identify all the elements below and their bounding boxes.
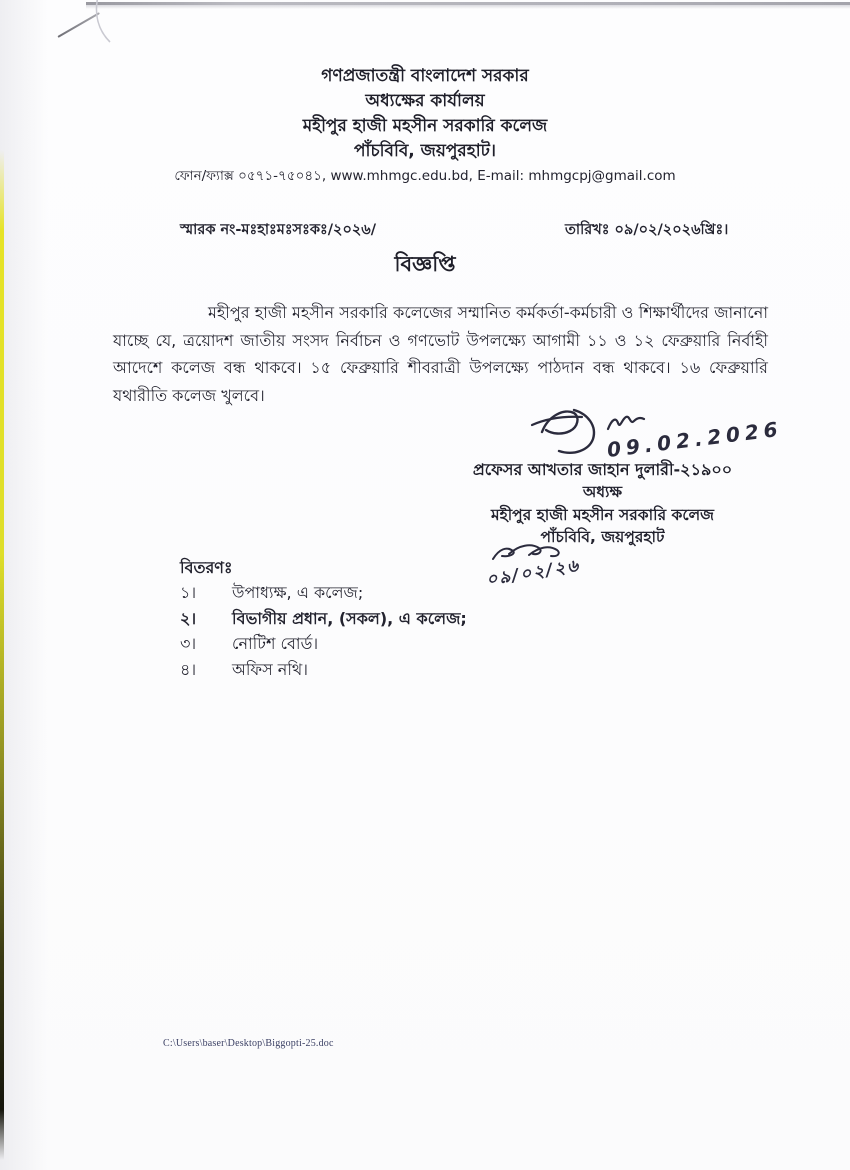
distribution-list xyxy=(180,556,467,682)
item-text: অফিস নথি। xyxy=(232,659,308,679)
signature-block xyxy=(430,458,775,549)
item-text: নোটিশ বোর্ড। xyxy=(232,634,319,653)
signatory-location: পাঁচবিবি, জয়পুরহাট xyxy=(540,528,665,546)
scanner-edge-shadow xyxy=(86,5,850,9)
list-item xyxy=(180,631,467,657)
page-fold-mark xyxy=(84,0,144,46)
item-number: ১। xyxy=(180,583,197,602)
office-name: অধ্যক্ষের কার্যালয় xyxy=(365,91,485,111)
letterhead xyxy=(0,64,850,187)
signatory-designation: অধ্যক্ষ xyxy=(582,483,623,501)
item-number: ৩। xyxy=(180,634,197,653)
distribution-heading: বিতরণঃ xyxy=(180,558,233,577)
notice-title: বিজ্ঞপ্তি xyxy=(394,252,456,276)
item-number: ৪। xyxy=(180,659,197,679)
memo-number: স্মারক নং-মঃহাঃমঃসঃকঃ/২০২৬/ xyxy=(180,222,377,238)
item-number: ২। xyxy=(180,608,197,628)
item-text: উপাধ্যক্ষ, এ কলেজ; xyxy=(232,583,364,602)
list-item xyxy=(180,606,467,632)
notice-body: মহীপুর হাজী মহসীন সরকারি কলেজের সম্মানিত কর্মকর্তা-কর্মচারী ও শিক্ষার্থীদের জানানো যাচ্ছে যে, ত্রয়োদশ জাতীয় সংসদ নির্বাচন ও গণভোট উপলক্ষ্যে আগামী ১১ ও ১২ ফেব্রুয়ারি নির্বাহী আদেশে কলেজ বন্ধ থাকবে। ১৫ ফেব্রুয়ারি শীবরাত্রী উপলক্ষ্যে পাঠদান বন্ধ থাকবে। ১৬ ফেব্রুয়ারি যথারীতি কলেজ খুলবে। xyxy=(113,303,768,405)
list-item xyxy=(180,657,467,683)
signatory-college: মহীপুর হাজী মহসীন সরকারি কলেজ xyxy=(491,505,714,524)
college-address: পাঁচবিবি, জয়পুরহাট। xyxy=(354,141,496,161)
handwritten-date: 09.02.2026 xyxy=(605,416,784,462)
memo-date: তারিখঃ ০৯/০২/২০২৬খ্রিঃ। xyxy=(565,222,729,238)
college-name: মহীপুর হাজী মহসীন সরকারি কলেজ xyxy=(302,116,548,136)
govt-title: গণপ্রজাতন্ত্রী বাংলাদেশ সরকার xyxy=(321,66,529,86)
signatory-name: প্রফেসর আখতার জাহান দুলারী-২১৯০০ xyxy=(472,460,733,479)
contact-line: ফোন/ফ্যাক্স ০৫৭১-৭৫০৪১, www.mhmgc.edu.bd, E-mail: mhmgcpj@gmail.com xyxy=(174,168,676,184)
list-item xyxy=(180,580,467,606)
document-file-path: C:\Users\baser\Desktop\Biggopti-25.doc xyxy=(163,1038,334,1049)
handwritten-signature xyxy=(528,404,790,466)
item-text: বিভাগীয় প্রধান, (সকল), এ কলেজ; xyxy=(232,608,467,628)
scan-left-edge-strip xyxy=(0,150,4,1160)
handwritten-date-2: ০৯/০২/২৬ xyxy=(484,555,582,591)
